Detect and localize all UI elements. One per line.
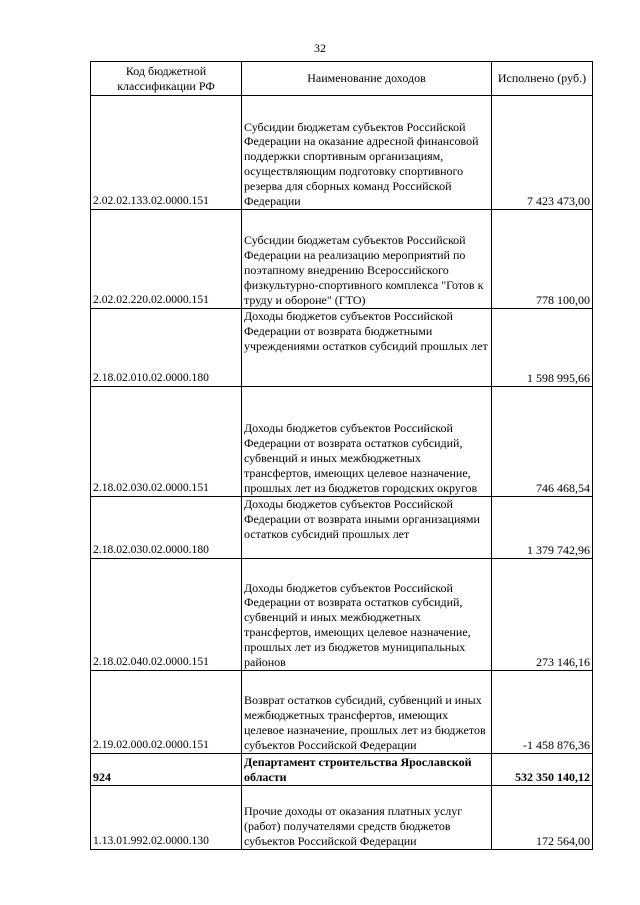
row-amount: 532 350 140,12 bbox=[492, 754, 593, 786]
row-amount: 1 598 995,66 bbox=[492, 309, 593, 387]
row-name: Доходы бюджетов субъектов Российской Федерации от возврата остатков субсидий, субвенций и иных межбюджетных трансфертов, имеющих целевое назначение, прошлых лет из бюджетов городских округов bbox=[242, 387, 492, 497]
row-name: Доходы бюджетов субъектов Российской Федерации от возврата иными организациями остатков субсидий прошлых лет bbox=[242, 497, 492, 559]
row-code: 2.18.02.040.02.0000.151 bbox=[91, 559, 242, 671]
table-row-department bbox=[91, 754, 593, 786]
header-amount: Исполнено (руб.) bbox=[492, 62, 593, 96]
table-header-row bbox=[91, 62, 593, 96]
row-name: Доходы бюджетов субъектов Российской Федерации от возврата остатков субсидий, субвенций и иных межбюджетных трансфертов, имеющих целевое назначение, прошлых лет из бюджетов муниципальных районов bbox=[242, 559, 492, 671]
row-code: 2.18.02.030.02.0000.151 bbox=[91, 387, 242, 497]
row-code: 924 bbox=[91, 754, 242, 786]
row-amount: 1 379 742,96 bbox=[492, 497, 593, 559]
row-name: Прочие доходы от оказания платных услуг (работ) получателями средств бюджетов субъектов Российской Федерации bbox=[242, 786, 492, 850]
row-name: Субсидии бюджетам субъектов Российской Федерации на реализацию мероприятий по поэтапному внедрению Всероссийского физкультурно-спортивного комплекса "Готов к труду и обороне" (ГТО) bbox=[242, 210, 492, 309]
table-row bbox=[91, 671, 593, 754]
row-name: Департамент строительства Ярославской области bbox=[242, 754, 492, 786]
row-code: 2.18.02.030.02.0000.180 bbox=[91, 497, 242, 559]
row-amount: -1 458 876,36 bbox=[492, 671, 593, 754]
row-code: 2.19.02.000.02.0000.151 bbox=[91, 671, 242, 754]
row-code: 2.02.02.220.02.0000.151 bbox=[91, 210, 242, 309]
row-name: Субсидии бюджетам субъектов Российской Федерации на оказание адресной финансовой поддержки спортивным организациям, осуществляющим подготовку спортивного резерва для сборных команд Российской Федерации bbox=[242, 96, 492, 210]
table-row bbox=[91, 309, 593, 387]
header-name: Наименование доходов bbox=[242, 62, 492, 96]
table-row bbox=[91, 559, 593, 671]
row-amount: 778 100,00 bbox=[492, 210, 593, 309]
table-row bbox=[91, 210, 593, 309]
row-amount: 172 564,00 bbox=[492, 786, 593, 850]
row-code: 1.13.01.992.02.0000.130 bbox=[91, 786, 242, 850]
revenue-table bbox=[90, 61, 593, 850]
row-code: 2.02.02.133.02.0000.151 bbox=[91, 96, 242, 210]
row-name: Возврат остатков субсидий, субвенций и иных межбюджетных трансфертов, имеющих целевое назначение, прошлых лет из бюджетов субъектов Российской Федерации bbox=[242, 671, 492, 754]
row-amount: 273 146,16 bbox=[492, 559, 593, 671]
page-number: 32 bbox=[314, 41, 326, 55]
table-row bbox=[91, 497, 593, 559]
row-code: 2.18.02.010.02.0000.180 bbox=[91, 309, 242, 387]
row-name: Доходы бюджетов субъектов Российской Федерации от возврата бюджетными учреждениями остатков субсидий прошлых лет bbox=[242, 309, 492, 387]
table-row bbox=[91, 96, 593, 210]
row-amount: 7 423 473,00 bbox=[492, 96, 593, 210]
table-row bbox=[91, 786, 593, 850]
row-amount: 746 468,54 bbox=[492, 387, 593, 497]
table-row bbox=[91, 387, 593, 497]
header-code: Код бюджетной классификации РФ bbox=[91, 62, 242, 96]
